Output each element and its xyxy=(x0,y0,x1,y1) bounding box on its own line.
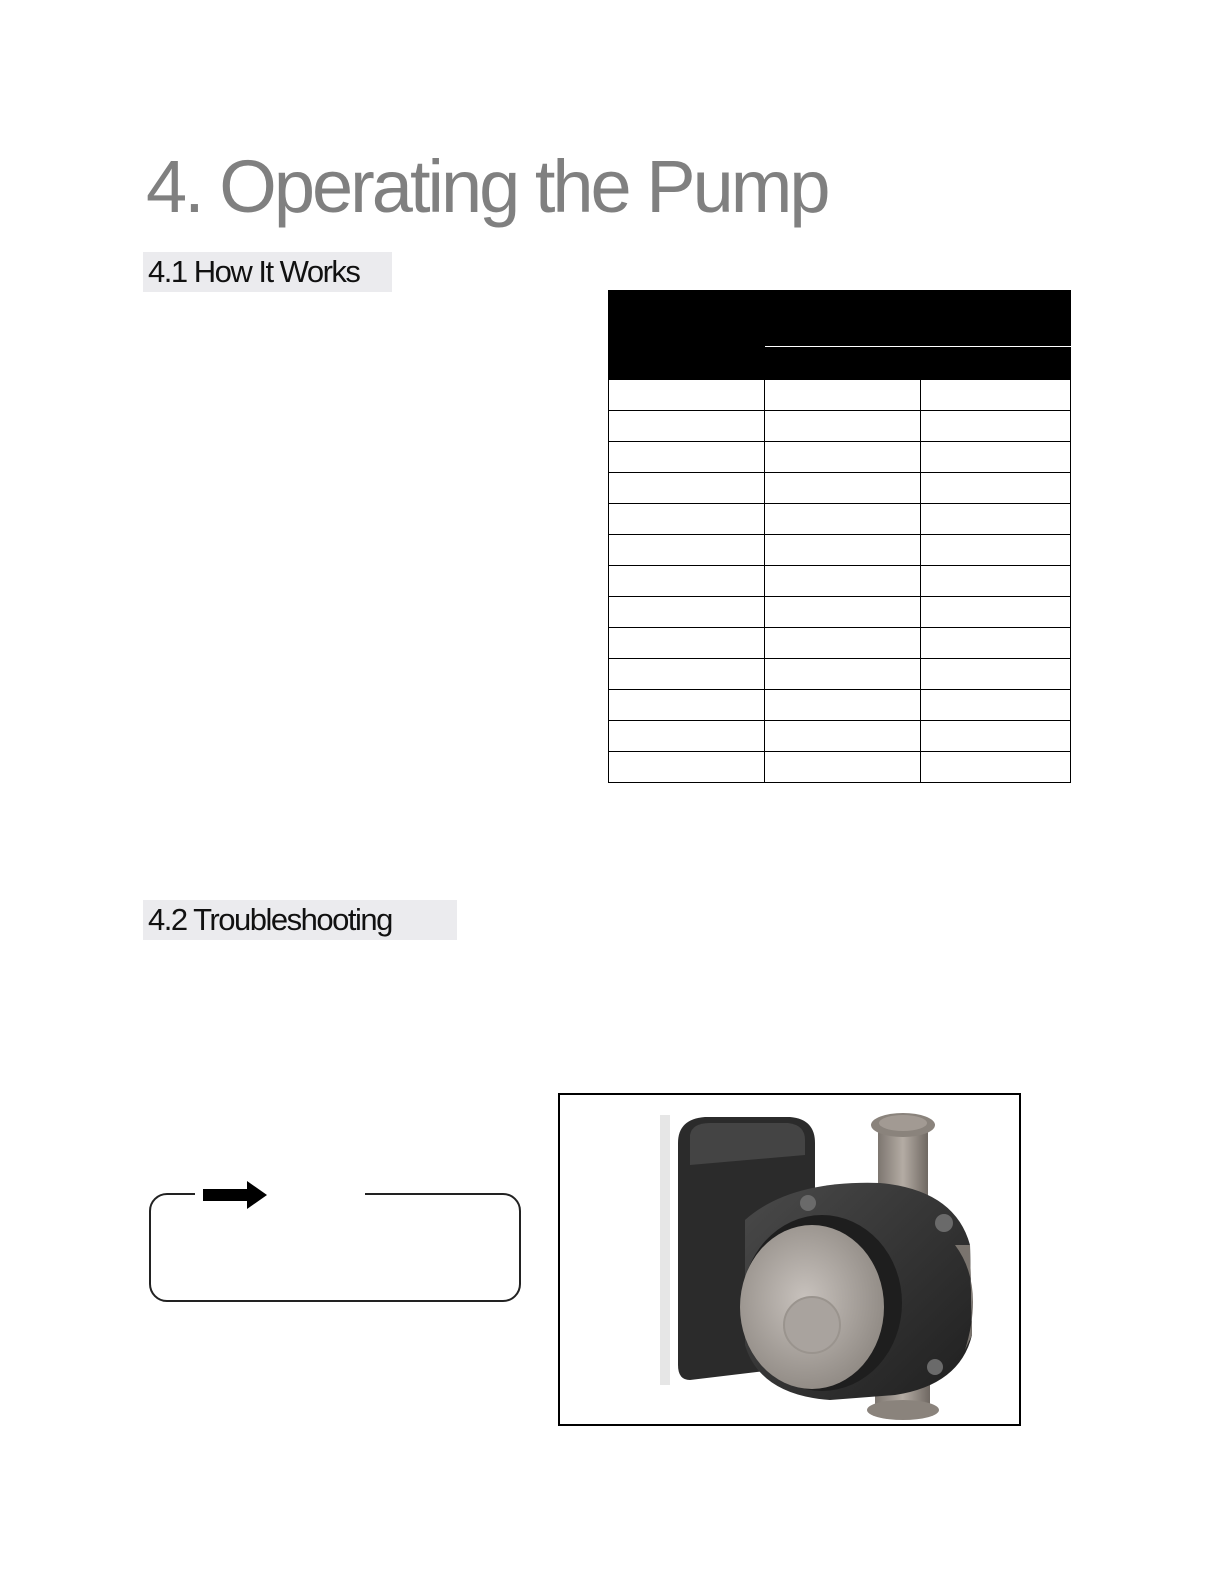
table-row xyxy=(609,597,1071,628)
table-cell xyxy=(765,628,921,659)
table-cell xyxy=(609,628,765,659)
table-cell xyxy=(765,473,921,504)
section-heading-how-it-works: 4.1 How It Works xyxy=(143,252,392,292)
table-cell xyxy=(765,411,921,442)
table-cell xyxy=(765,752,921,783)
note-box xyxy=(149,1193,521,1302)
table-cell xyxy=(609,690,765,721)
table-cell xyxy=(609,442,765,473)
table-row xyxy=(609,535,1071,566)
table-header-sub-2 xyxy=(921,347,1071,380)
table-cell xyxy=(609,380,765,411)
table-cell xyxy=(765,597,921,628)
table-cell xyxy=(921,628,1071,659)
page-title: 4. Operating the Pump xyxy=(146,145,828,228)
table-cell xyxy=(921,597,1071,628)
table-cell xyxy=(921,411,1071,442)
table-row xyxy=(609,721,1071,752)
table-cell xyxy=(609,504,765,535)
pump-image-frame xyxy=(558,1093,1021,1426)
table-cell xyxy=(609,752,765,783)
table-cell xyxy=(921,566,1071,597)
table-row xyxy=(609,566,1071,597)
table-cell xyxy=(765,659,921,690)
table-header-left xyxy=(609,291,765,380)
table-cell xyxy=(609,566,765,597)
table-cell xyxy=(921,690,1071,721)
table-cell xyxy=(921,473,1071,504)
table-cell xyxy=(609,721,765,752)
table-row xyxy=(609,628,1071,659)
table-body xyxy=(609,380,1071,783)
table-header-span xyxy=(765,291,1071,347)
table-cell xyxy=(765,535,921,566)
table-cell xyxy=(921,442,1071,473)
section-heading-troubleshooting: 4.2 Troubleshooting xyxy=(143,900,457,940)
table-cell xyxy=(921,752,1071,783)
circulator-pump-image xyxy=(560,1095,1019,1424)
table-cell xyxy=(765,690,921,721)
table-cell xyxy=(921,380,1071,411)
table-cell xyxy=(921,504,1071,535)
table-row xyxy=(609,504,1071,535)
table-cell xyxy=(765,380,921,411)
table-cell xyxy=(765,442,921,473)
spec-table xyxy=(608,290,1071,783)
right-arrow-icon xyxy=(203,1181,267,1209)
table-row xyxy=(609,690,1071,721)
table-row xyxy=(609,473,1071,504)
table-cell xyxy=(765,721,921,752)
table-cell xyxy=(609,535,765,566)
table-cell xyxy=(609,473,765,504)
table-cell xyxy=(921,535,1071,566)
table-cell xyxy=(609,659,765,690)
table-row xyxy=(609,380,1071,411)
table-cell xyxy=(609,597,765,628)
table-cell xyxy=(765,566,921,597)
table-row xyxy=(609,411,1071,442)
table-header-sub-1 xyxy=(765,347,921,380)
table-cell xyxy=(921,659,1071,690)
table-cell xyxy=(765,504,921,535)
table-row xyxy=(609,442,1071,473)
table-row xyxy=(609,752,1071,783)
table-cell xyxy=(609,411,765,442)
table-cell xyxy=(921,721,1071,752)
table-row xyxy=(609,659,1071,690)
